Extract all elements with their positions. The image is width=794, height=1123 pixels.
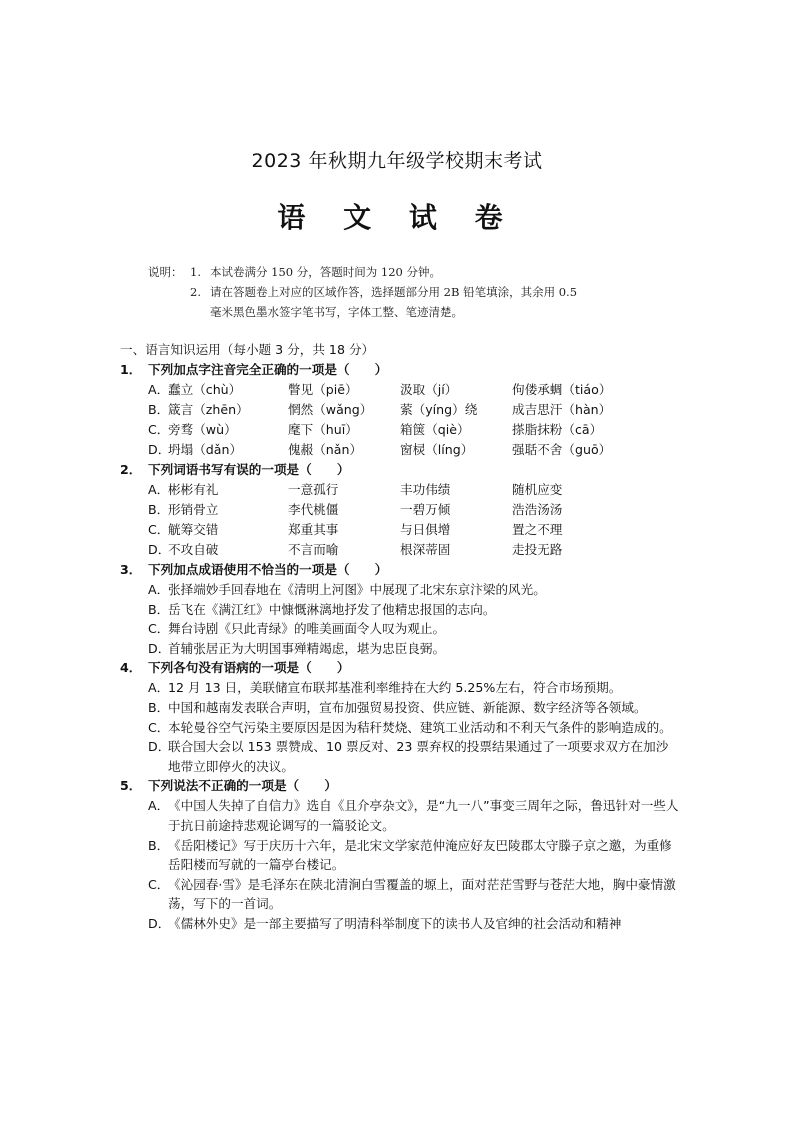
option-letter: D．: [148, 442, 171, 457]
question-stem: 下列词语书写有误的一项是（ ）: [148, 462, 350, 477]
exam-title: 2023 年秋期九年级学校期末考试: [251, 150, 543, 172]
exam-subject-title: 语 文 试 卷: [277, 201, 517, 234]
option-cell: 佝偻承蜩（tiáo）: [512, 382, 612, 397]
option-cell: 郑重其事: [288, 522, 339, 537]
question-stem: 下列加点成语使用不恰当的一项是（ ）: [148, 562, 388, 577]
question-2-options: [148, 480, 680, 560]
option-cell: 根深蒂固: [400, 542, 451, 557]
instructions: [148, 262, 577, 322]
option-letter: C．: [148, 522, 170, 537]
option-cell: 搽脂抹粉（cā）: [512, 422, 603, 437]
question-number: 3．: [120, 562, 142, 577]
option-cell: 窗棂（líng）: [400, 442, 474, 457]
instruction-text: 本试卷满分 150 分，答题时间为 120 分钟。: [210, 265, 442, 279]
option-c: C． 舞台诗剧《只此青绿》的唯美画面令人叹为观止。: [148, 621, 446, 637]
option-cell: 彬彬有礼: [168, 482, 219, 497]
option-cell: 丰功伟绩: [400, 482, 451, 497]
question-stem: 下列加点字注音完全正确的一项是（ ）: [148, 362, 388, 377]
instruction-text: 请在答题卷上对应的区域作答，选择题部分用 2B 铅笔填涂，其余用 0.5: [210, 285, 578, 299]
question-3: [120, 560, 680, 580]
instruction-number: 1.: [190, 265, 201, 279]
option-c: C． 《沁园春·雪》是毛泽东在陕北清涧白雪覆盖的塬上，面对茫茫雪野与苍茫大地，胸中豪情激荡，写下的一首词。: [148, 876, 676, 912]
option-d: D． 首辅张居正为大明国事殚精竭虑，堪为忠臣良弼。: [148, 640, 446, 656]
option-cell: 蠢立（chù）: [168, 382, 242, 397]
question-4: [120, 658, 680, 678]
option-cell: 置之不理: [512, 522, 563, 537]
instructions-label: 说明：: [148, 265, 183, 279]
option-cell: 走投无路: [512, 542, 563, 557]
option-cell: 汲取（jí）: [400, 382, 458, 397]
question-number: 2．: [120, 462, 142, 477]
option-cell: 不言而喻: [288, 542, 339, 557]
option-a: A． 12 月 13 日，美联储宣布联邦基准利率维持在大约 5.25%左右，符合市场预期。: [148, 680, 622, 696]
option-letter: C．: [148, 422, 170, 437]
option-b: B． 岳飞在《满江红》中慷慨淋漓地抒发了他精忠报国的志向。: [148, 601, 496, 617]
question-5: [120, 776, 680, 796]
question-stem: 下列说法不正确的一项是（ ）: [148, 778, 337, 794]
option-cell: 不攻自破: [168, 542, 219, 557]
option-cell: 箴言（zhēn）: [168, 402, 249, 417]
option-a: A． 张择端妙手回春地在《清明上河图》中展现了北宋东京汴梁的风光。: [148, 582, 546, 597]
option-cell: 李代桃僵: [288, 502, 339, 517]
question-2: [120, 460, 680, 480]
question-number: 4．: [120, 660, 142, 676]
question-content: [120, 340, 680, 934]
option-cell: 成吉思汗（hàn）: [512, 402, 612, 417]
question-1: [120, 360, 680, 380]
question-number: 5．: [120, 778, 142, 794]
option-c: C． 本轮曼谷空气污染主要原因是因为秸秆焚烧、建筑工业活动和不利天气条件的影响造成的。: [148, 719, 672, 735]
option-letter: A．: [148, 482, 170, 497]
option-d: D． 《儒林外史》是一部主要描写了明清科举制度下的读书人及官绅的社会活动和精神: [148, 915, 622, 931]
option-cell: 一碧万倾: [400, 502, 451, 517]
section-heading: 一、语言知识运用（每小题 3 分，共 18 分）: [120, 342, 375, 357]
option-a: A． 《中国人失掉了自信力》选自《且介亭杂文》，是“九一八”事变三周年之际，鲁迅针对一些人于抗日前途持悲观论调写的一篇驳论文。: [148, 798, 679, 833]
option-cell: 觥筹交错: [168, 522, 219, 537]
option-b: B． 《岳阳楼记》写于庆历十六年，是北宋文学家范仲淹应好友巴陵郡太守滕子京之邀，为重修岳阳楼而写就的一篇亭台楼记。: [148, 837, 672, 873]
option-cell: 瞥见（piē）: [288, 382, 358, 397]
option-letter: B．: [148, 402, 170, 417]
option-letter: D．: [148, 542, 171, 557]
option-cell: 随机应变: [512, 482, 563, 497]
option-cell: 与日俱增: [400, 522, 451, 537]
option-cell: 浩浩汤汤: [512, 502, 563, 517]
instruction-text: 毫米黑色墨水签字笔书写，字体工整、笔迹清楚。: [210, 305, 463, 319]
option-cell: 坍塌（dǎn）: [168, 442, 243, 457]
option-letter: A．: [148, 382, 170, 397]
option-cell: 萦（yíng）绕: [400, 402, 478, 417]
option-cell: 惘然（wǎng）: [288, 402, 373, 417]
option-letter: B．: [148, 502, 170, 517]
option-cell: 强聒不舍（guō）: [512, 442, 612, 457]
option-d: D． 联合国大会以 153 票赞成、10 票反对、23 票弃权的投票结果通过了一项要求双方在加沙地带立即停火的决议。: [148, 739, 669, 774]
question-number: 1．: [120, 362, 142, 377]
question-stem: 下列各句没有语病的一项是（ ）: [148, 660, 350, 676]
instruction-number: 2.: [190, 285, 201, 299]
option-cell: 麾下（huī）: [288, 422, 358, 437]
option-b: B． 中国和越南发表联合声明，宣布加强贸易投资、供应链、新能源、数字经济等各领域。: [148, 699, 647, 715]
option-cell: 箱箧（qiè）: [400, 422, 470, 437]
question-1-options: [148, 380, 680, 460]
option-cell: 傀赧（nǎn）: [288, 442, 363, 457]
option-cell: 一意孤行: [288, 482, 339, 497]
option-cell: 旁骛（wù）: [168, 422, 237, 437]
option-cell: 形销骨立: [168, 502, 219, 517]
